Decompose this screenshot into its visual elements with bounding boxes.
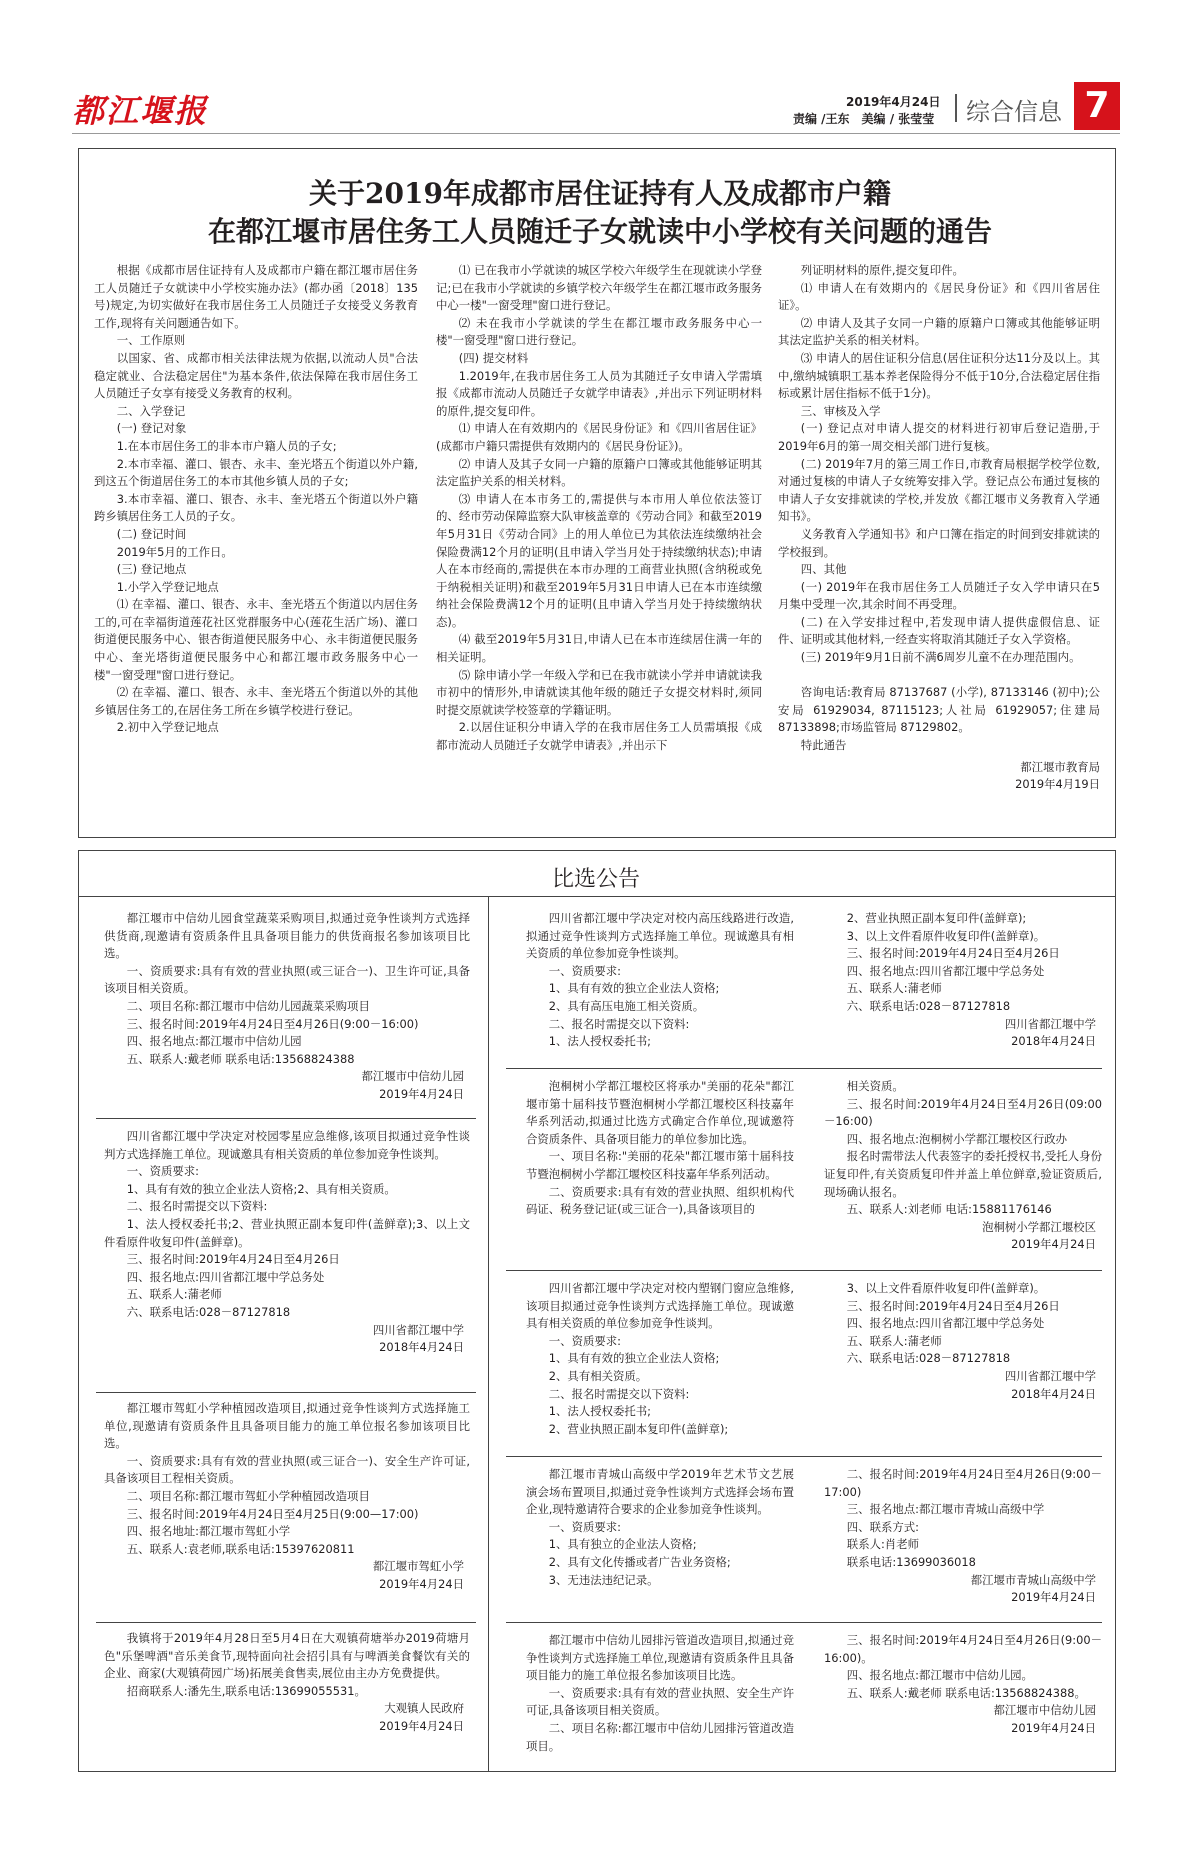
bid-ad-8-left [526, 1466, 794, 1589]
notice-column-2 [436, 262, 762, 755]
bid-column-divider [488, 896, 489, 1772]
paragraph: 2、营业执照正副本复印件(盖鲜章); [548, 1421, 729, 1436]
sign-date: 2019年4月24日 [379, 1718, 464, 1733]
paragraph: 二、项目名称:都江堰市中信幼儿园排污管道改造项目。 [526, 1720, 794, 1753]
sign-date: 2018年4月24日 [1011, 1034, 1096, 1049]
paragraph: ⑵ 未在我市小学就读的学生在都江堰市政务服务中心一楼"一窗受理"窗口进行登记。 [436, 315, 762, 348]
paragraph: 五、联系人:蒲老师 [846, 1333, 942, 1348]
paragraph: 2019年5月的工作日。 [116, 544, 233, 559]
paragraph: 都江堰市中信幼儿园食堂蔬菜采购项目,拟通过竞争性谈判方式选择供货商,现邀请有资质条件且具备项目能力的供货商报名参加该项目比选。 [104, 911, 470, 961]
bid-ad-8-sign [824, 1572, 1102, 1607]
notice-sign-date: 2019年4月19日 [1015, 777, 1100, 792]
paragraph: 一、项目名称:"美丽的花朵"都江堰市第十届科技节暨泡桐树小学都江堰校区科技嘉年华系列活动。 [526, 1149, 794, 1181]
paragraph: 五、联系人:戴老师 联系电话:13568824388。 [846, 1685, 1086, 1700]
divider [506, 1068, 1102, 1069]
signature: 都江堰市中信幼儿园 [993, 1703, 1096, 1718]
bid-ad-2-sign [104, 1322, 470, 1357]
sign-date: 2019年4月24日 [379, 1086, 464, 1101]
paragraph: 二、项目名称:都江堰市驾虹小学种植园改造项目 [126, 1488, 370, 1503]
notice-title-line2: 在都江堰市居住务工人员随迁子女就读中小学校有关问题的通告 [207, 215, 992, 248]
paragraph: 2、具有高压电施工相关资质。 [548, 998, 705, 1013]
paragraph: (二) 2019年7月的第三周工作日,市教育局根据学校学位数,对通过复核的申请人子女统筹安排入学。登记点公布通过复核的申请人子女安排就读的学校,并发放《都江堰市义务教育入学通知书》。 [778, 456, 1100, 524]
bid-ad-1-body [104, 910, 470, 1068]
paragraph: 相关资质。 [846, 1079, 904, 1093]
bid-title-rule [78, 896, 1116, 897]
paragraph: 五、联系人:袁老师,联系电话:15397620811 [126, 1541, 355, 1556]
paragraph: 2、营业执照正副本复印件(盖鲜章); [846, 911, 1027, 925]
paragraph: 三、报名时间:2019年4月24日至4月26日 [846, 946, 1060, 961]
bid-ad-7-right-body [824, 1280, 1102, 1368]
paragraph: 泡桐树小学都江堰校区将承办"美丽的花朵"都江堰市第十届科技节暨泡桐树小学都江堰校区科技嘉年华系列活动,拟通过比选方式确定合作单位,现诚邀符合资质条件、具备项目能力的单位参加比选。 [526, 1079, 794, 1146]
paragraph: 六、联系电话:028－87127818 [846, 998, 1011, 1013]
divider [506, 1622, 1102, 1623]
bid-ad-4 [104, 1630, 470, 1736]
paragraph: 2、具有文化传播或者广告业务资格; [548, 1554, 731, 1569]
bid-ad-7-left [526, 1280, 794, 1438]
bid-ad-9-left [526, 1632, 794, 1755]
page-number: 7 [1074, 82, 1120, 130]
paragraph: (二) 登记时间 [116, 526, 187, 541]
paragraph: ⑴ 在幸福、灌口、银杏、永丰、奎光塔五个街道以内居住务工的,可在幸福街道莲花社区党群服务中心(莲花生活广场)、灌口街道便民服务中心、银杏街道便民服务中心、永丰街道便民服务中心、奎光塔街道便民服务中心和都江堰市政务服务中心一楼"一窗受理"窗口进行登记。 [94, 597, 418, 682]
paragraph: 2、具有相关资质。 [548, 1368, 648, 1383]
signature: 四川省都江堰中学 [1004, 1016, 1096, 1031]
bid-ad-7-sign [824, 1368, 1102, 1403]
paragraph: 都江堰市驾虹小学种植园改造项目,拟通过竞争性谈判方式选择施工单位,现邀请有资质条件且具备项目能力的施工单位报名参加该项目比选。 [104, 1401, 470, 1451]
bid-ad-5-right-body [824, 910, 1102, 1016]
bid-ad-3 [104, 1400, 470, 1594]
divider [96, 1118, 476, 1119]
notice-column-3-body [778, 262, 1100, 755]
header-divider [955, 94, 957, 122]
paragraph: 四、报名地址:都江堰市驾虹小学 [126, 1524, 291, 1539]
sign-date: 2019年4月24日 [1011, 1590, 1096, 1605]
paragraph: 一、工作原则 [116, 333, 186, 348]
paragraph: 咨询电话:教育局 87137687 (小学), 87133146 (初中);公安局 61929034, 87115123;人社局 61929057;住建局 87133898;市场监管局 87129802。 [778, 685, 1100, 735]
paragraph: 以国家、省、成都市相关法律法规为依据,以流动人员"合法稳定就业、合法稳定居住"为基本条件,依法保障在我市居住务工人员随迁子女享有接受义务教育的权利。 [94, 350, 418, 401]
paragraph: ⑶ 申请人在本市务工的,需提供与本市用人单位依法签订的、经市劳动保障监察大队审核盖章的《劳动合同》和截至2019年5月31日《劳动合同》上的用人单位已为其依法连续缴纳社会保险费满12个月的证明(且申请入学当月处于持续缴纳状态);申请人在本市经商的,需提供在本市办理的工商营业执照(含纳税或免于纳税相关证明)和截至2019年5月31日申请人已在本市连续缴纳社会保险费满12个月的证明(且申请入学当月处于持续缴纳状态)。 [436, 491, 762, 629]
bid-ad-6-sign [824, 1219, 1102, 1254]
bid-ad-6-left [526, 1078, 794, 1219]
paragraph: 招商联系人:潘先生,联系电话:13699055531。 [126, 1683, 366, 1698]
paragraph: 我镇将于2019年4月28日至5月4日在大观镇荷塘举办2019荷塘月色"乐堡啤酒"音乐美食节,现特面向社会招引具有与啤酒美食餐饮有关的企业、商家(大观镇荷园广场)拓展美食售卖,展位由主办方免费提供。 [104, 1631, 470, 1681]
paragraph: 三、审核及入学 [800, 403, 881, 418]
paragraph: 五、联系人:蒲老师 [846, 981, 942, 996]
paragraph: (一) 2019年在我市居住务工人员随迁子女入学申请只在5月集中受理一次,其余时间不再受理。 [778, 579, 1100, 612]
bid-ad-7-right [824, 1280, 1102, 1403]
paragraph: ⑵ 在幸福、灌口、银杏、永丰、奎光塔五个街道以外的其他乡镇居住务工的,在居住务工所在乡镇学校进行登记。 [94, 685, 418, 717]
paragraph: 联系电话:13699036018 [846, 1554, 976, 1569]
paragraph: ⑴ 已在我市小学就读的城区学校六年级学生在现就读小学登记;已在我市小学就读的乡镇学校六年级学生在都江堰市政务服务中心一楼"一窗受理"窗口进行登记。 [436, 263, 762, 313]
paragraph: 二、项目名称:都江堰市中信幼儿园蔬菜采购项目 [126, 998, 370, 1013]
paragraph: ⑴ 申请人在有效期内的《居民身份证》和《四川省居住证》(成都市户籍只需提供有效期内的《居民身份证》)。 [436, 421, 762, 453]
signature: 四川省都江堰中学 [372, 1322, 464, 1337]
paragraph: 3、无违法违纪记录。 [548, 1572, 659, 1587]
bid-ad-5-sign [824, 1016, 1102, 1051]
bid-ad-8-right-body [824, 1466, 1102, 1572]
paragraph: 一、资质要求: [548, 1519, 621, 1534]
header-rule [72, 133, 1120, 134]
sign-date: 2019年4月24日 [1011, 1237, 1096, 1252]
signature: 都江堰市青城山高级中学 [970, 1572, 1096, 1587]
paragraph: (二) 在入学安排过程中,若发现申请人提供虚假信息、证件、证明或其他材料,一经查实将取消其随迁子女入学资格。 [778, 614, 1100, 647]
paragraph: 3、以上文件看原件收复印件(盖鲜章)。 [846, 928, 1046, 943]
paragraph: 一、资质要求:具有有效的营业执照(或三证合一)、卫生许可证,具备该项目相关资质。 [104, 963, 470, 996]
paragraph: 1、法人授权委托书;2、营业执照正副本复印件(盖鲜章);3、以上文件看原件收复印件(盖鲜章)。 [104, 1216, 470, 1249]
paragraph: 1.在本市居住务工的非本市户籍人员的子女; [116, 438, 337, 453]
paragraph: 1、具有有效的独立企业法人资格;2、具有相关资质。 [126, 1181, 396, 1196]
paragraph: ⑸ 除申请小学一年级入学和已在我市就读小学并申请就读我市初中的情形外,申请就读其他年级的随迁子女提交材料时,须同时提交原就读学校签章的学籍证明。 [436, 667, 762, 717]
editors-line: 责编 /王东 美编 / 张莹莹 [793, 112, 935, 126]
notice-signature: 都江堰市教育局 [1020, 759, 1100, 774]
paragraph: 报名时需带法人代表签字的委托授权书,受托人身份证复印件,有关资质复印件并盖上单位鲜章,验证资质后,现场确认报名。 [824, 1149, 1102, 1199]
bid-ad-3-body [104, 1400, 470, 1558]
notice-title-line1: 关于2019年成都市居住证持有人及成都市户籍 [309, 177, 891, 210]
notice-column-1 [94, 262, 418, 737]
bid-ad-4-sign [104, 1700, 470, 1735]
paragraph: 1、具有有效的独立企业法人资格; [548, 1351, 720, 1366]
paragraph: 六、联系电话:028－87127818 [126, 1304, 291, 1319]
bid-ad-5-left [526, 910, 794, 1051]
paragraph: (三) 登记地点 [116, 562, 187, 577]
bid-ad-3-sign [104, 1558, 470, 1593]
divider [506, 1456, 1102, 1457]
paragraph: 四、报名地点:泡桐树小学都江堰校区行政办 [846, 1131, 1068, 1146]
paragraph: ⑵ 申请人及其子女同一户籍的原籍户口簿或其他能够证明其法定监护关系的相关材料。 [778, 315, 1100, 348]
paragraph: (四) 提交材料 [458, 350, 529, 365]
paragraph: 三、报名时间:2019年4月24日至4月26日 [846, 1298, 1060, 1313]
divider [96, 1392, 476, 1393]
paragraph: 1、具有有效的独立企业法人资格; [548, 981, 720, 996]
paragraph: 四、报名地点:都江堰市中信幼儿园 [126, 1034, 302, 1049]
paragraph: 一、资质要求:具有有效的营业执照(或三证合一)、安全生产许可证,具备该项目工程相关资质。 [104, 1453, 470, 1486]
paragraph: 3、以上文件看原件收复印件(盖鲜章)。 [846, 1281, 1046, 1295]
bid-ad-1 [104, 910, 470, 1104]
paragraph: 联系人:肖老师 [846, 1537, 919, 1552]
paragraph: 二、报名时需提交以下资料: [548, 1386, 690, 1401]
paragraph: 三、报名时间:2019年4月24日至4月26日(9:00－16:00) [126, 1016, 419, 1031]
paragraph: 一、资质要求: [548, 1333, 621, 1348]
paragraph: 二、资质要求:具有有效的营业执照、组织机构代码证、税务登记证(或三证合一),具备该项目的 [526, 1184, 794, 1217]
bid-ad-2-body [104, 1128, 470, 1322]
paragraph: 一、资质要求:具有有效的营业执照、安全生产许可证,具备该项目相关资质。 [526, 1685, 794, 1718]
paragraph: 四川省都江堰中学决定对校园零星应急维修,该项目拟通过竞争性谈判方式选择施工单位。现诚邀具有相关资质的单位参加竞争性谈判。 [104, 1129, 470, 1161]
paragraph: 四川省都江堰中学决定对校内高压线路进行改造,拟通过竞争性谈判方式选择施工单位。现诚邀具有相关资质的单位参加竞争性谈判。 [526, 911, 794, 961]
paragraph: ⑵ 申请人及其子女同一户籍的原籍户口簿或其他能够证明其法定监护关系的相关材料。 [436, 456, 762, 489]
paragraph: 都江堰市青城山高级中学2019年艺术节文艺展演会场布置项目,拟通过竞争性谈判方式选择会场布置企业,现特邀请符合要求的企业参加竞争性谈判。 [526, 1467, 794, 1517]
paragraph: 一、资质要求: [126, 1164, 199, 1179]
paragraph: 3.本市幸福、灌口、银杏、永丰、奎光塔五个街道以外户籍跨乡镇居住务工人员的子女。 [94, 491, 418, 524]
sign-date: 2019年4月24日 [379, 1576, 464, 1591]
paragraph: 二、报名时间:2019年4月24日至4月26日(9:00－17:00) [824, 1467, 1102, 1499]
paragraph: 四、报名地点:四川省都江堰中学总务处 [126, 1269, 325, 1284]
paragraph: 2.本市幸福、灌口、银杏、永丰、奎光塔五个街道以外户籍,到这五个街道居住务工的本市其他乡镇人员的子女; [94, 456, 418, 489]
bid-ad-9-sign [824, 1702, 1102, 1737]
paragraph: 都江堰市中信幼儿园排污管道改造项目,拟通过竞争性谈判方式选择施工单位,现邀请有资质条件且具备项目能力的施工单位报名参加该项目比选。 [526, 1633, 794, 1683]
section-name: 综合信息 [966, 98, 1062, 126]
divider [506, 1270, 1102, 1271]
paragraph: 四、联系方式: [846, 1519, 919, 1534]
paragraph: 1、具有独立的企业法人资格; [548, 1537, 697, 1552]
paragraph: 三、报名时间:2019年4月24日至4月26日(9:00－16:00)。 [824, 1633, 1102, 1665]
bid-ad-6-right-body [824, 1078, 1102, 1219]
paragraph: 1、法人授权委托书; [548, 1034, 652, 1049]
bid-title: 比选公告 [551, 867, 640, 892]
paragraph: 1.2019年,在我市居住务工人员为其随迁子女申请入学需填报《成都市流动人员随迁子女就学申请表》,并出示下列证明材料的原件,提交复印件。 [436, 368, 762, 418]
signature: 都江堰市中信幼儿园 [361, 1069, 464, 1084]
paragraph: 五、联系人:蒲老师 [126, 1287, 222, 1302]
sign-date: 2019年4月24日 [1011, 1720, 1096, 1735]
signature: 泡桐树小学都江堰校区 [982, 1219, 1096, 1234]
signature: 都江堰市驾虹小学 [372, 1559, 464, 1574]
paragraph: 四、报名地点:四川省都江堰中学总务处 [846, 1316, 1045, 1331]
paragraph: 五、联系人:刘老师 电话:15881176146 [846, 1202, 1052, 1217]
bid-ad-9-right-body [824, 1632, 1102, 1702]
paragraph: 四川省都江堰中学决定对校内塑钢门窗应急维修,该项目拟通过竞争性谈判方式选择施工单位。现诚邀具有相关资质的单位参加竞争性谈判。 [526, 1281, 794, 1331]
paragraph: 三、报名时间:2019年4月24日至4月26日 [126, 1252, 340, 1267]
paragraph: 二、报名时需提交以下资料: [548, 1016, 690, 1031]
signature: 大观镇人民政府 [384, 1701, 464, 1716]
paragraph: 四、报名地点:四川省都江堰中学总务处 [846, 963, 1045, 978]
paragraph: 一、资质要求: [548, 963, 621, 978]
notice-column-3 [778, 262, 1100, 794]
paragraph: (一) 登记点对申请人提交的材料进行初审后登记造册,于2019年6月的第一周交相关部门进行复核。 [778, 421, 1100, 453]
paragraph: 列证明材料的原件,提交复印件。 [800, 263, 964, 277]
paragraph: 2.以居住证积分申请入学的在我市居住务工人员需填报《成都市流动人员随迁子女就学申请表》,并出示下 [436, 720, 762, 753]
paragraph: 六、联系电话:028－87127818 [846, 1351, 1011, 1366]
paragraph [778, 667, 1100, 685]
bid-ad-4-body [104, 1630, 470, 1700]
signature: 四川省都江堰中学 [1004, 1368, 1096, 1383]
paragraph: 三、报名地点:都江堰市青城山高级中学 [846, 1502, 1045, 1517]
paragraph: 三、报名时间:2019年4月24日至4月25日(9:00—17:00) [126, 1506, 419, 1521]
paragraph: 五、联系人:戴老师 联系电话:13568824388 [126, 1051, 355, 1066]
bid-ad-5-right [824, 910, 1102, 1051]
paragraph: 2.初中入学登记地点 [116, 720, 219, 735]
bid-ad-1-sign [104, 1068, 470, 1103]
sign-date: 2018年4月24日 [1011, 1386, 1096, 1401]
bid-ad-9-right [824, 1632, 1102, 1738]
paragraph: 1、法人授权委托书; [548, 1404, 652, 1419]
sign-date: 2018年4月24日 [379, 1340, 464, 1355]
paragraph: (三) 2019年9月1日前不满6周岁儿童不在办理范围内。 [800, 650, 1081, 665]
paragraph: 二、入学登记 [116, 403, 186, 418]
paragraph: 1.小学入学登记地点 [116, 579, 219, 594]
bid-ad-8-right [824, 1466, 1102, 1607]
paragraph: 三、报名时间:2019年4月24日至4月26日(09:00－16:00) [824, 1096, 1102, 1129]
bid-ad-6-right [824, 1078, 1102, 1254]
paragraph: 根据《成都市居住证持有人及成都市户籍在都江堰市居住务工人员随迁子女就读中小学校实施办法》(都办函〔2018〕135号)规定,为切实做好在我市居住务工人员随迁子女接受义务教育工作,现将有关问题通告如下。 [94, 263, 418, 330]
bid-ad-2 [104, 1128, 470, 1357]
paragraph: 二、报名时需提交以下资料: [126, 1199, 268, 1214]
paragraph: 四、报名地点:都江堰市中信幼儿园。 [846, 1668, 1033, 1683]
paragraph: (一) 登记对象 [116, 421, 187, 436]
issue-date: 2019年4月24日 [846, 95, 941, 109]
paragraph: 特此通告 [800, 738, 847, 753]
paragraph: 义务教育入学通知书》和户口簿在指定的时间到安排就读的学校报到。 [778, 526, 1100, 559]
masthead-logo: 都江堰报 [72, 92, 209, 130]
paragraph: ⑷ 截至2019年5月31日,申请人已在本市连续居住满一年的相关证明。 [436, 632, 762, 665]
paragraph: 四、其他 [800, 562, 847, 577]
divider [96, 1622, 476, 1623]
paragraph: ⑴ 申请人在有效期内的《居民身份证》和《四川省居住证》。 [778, 280, 1100, 313]
paragraph: ⑶ 申请人的居住证积分信息(居住证积分达11分及以上。其中,缴纳城镇职工基本养老保险得分不低于10分,合法稳定居住指标或累计居住指标不低于1分)。 [778, 350, 1100, 401]
